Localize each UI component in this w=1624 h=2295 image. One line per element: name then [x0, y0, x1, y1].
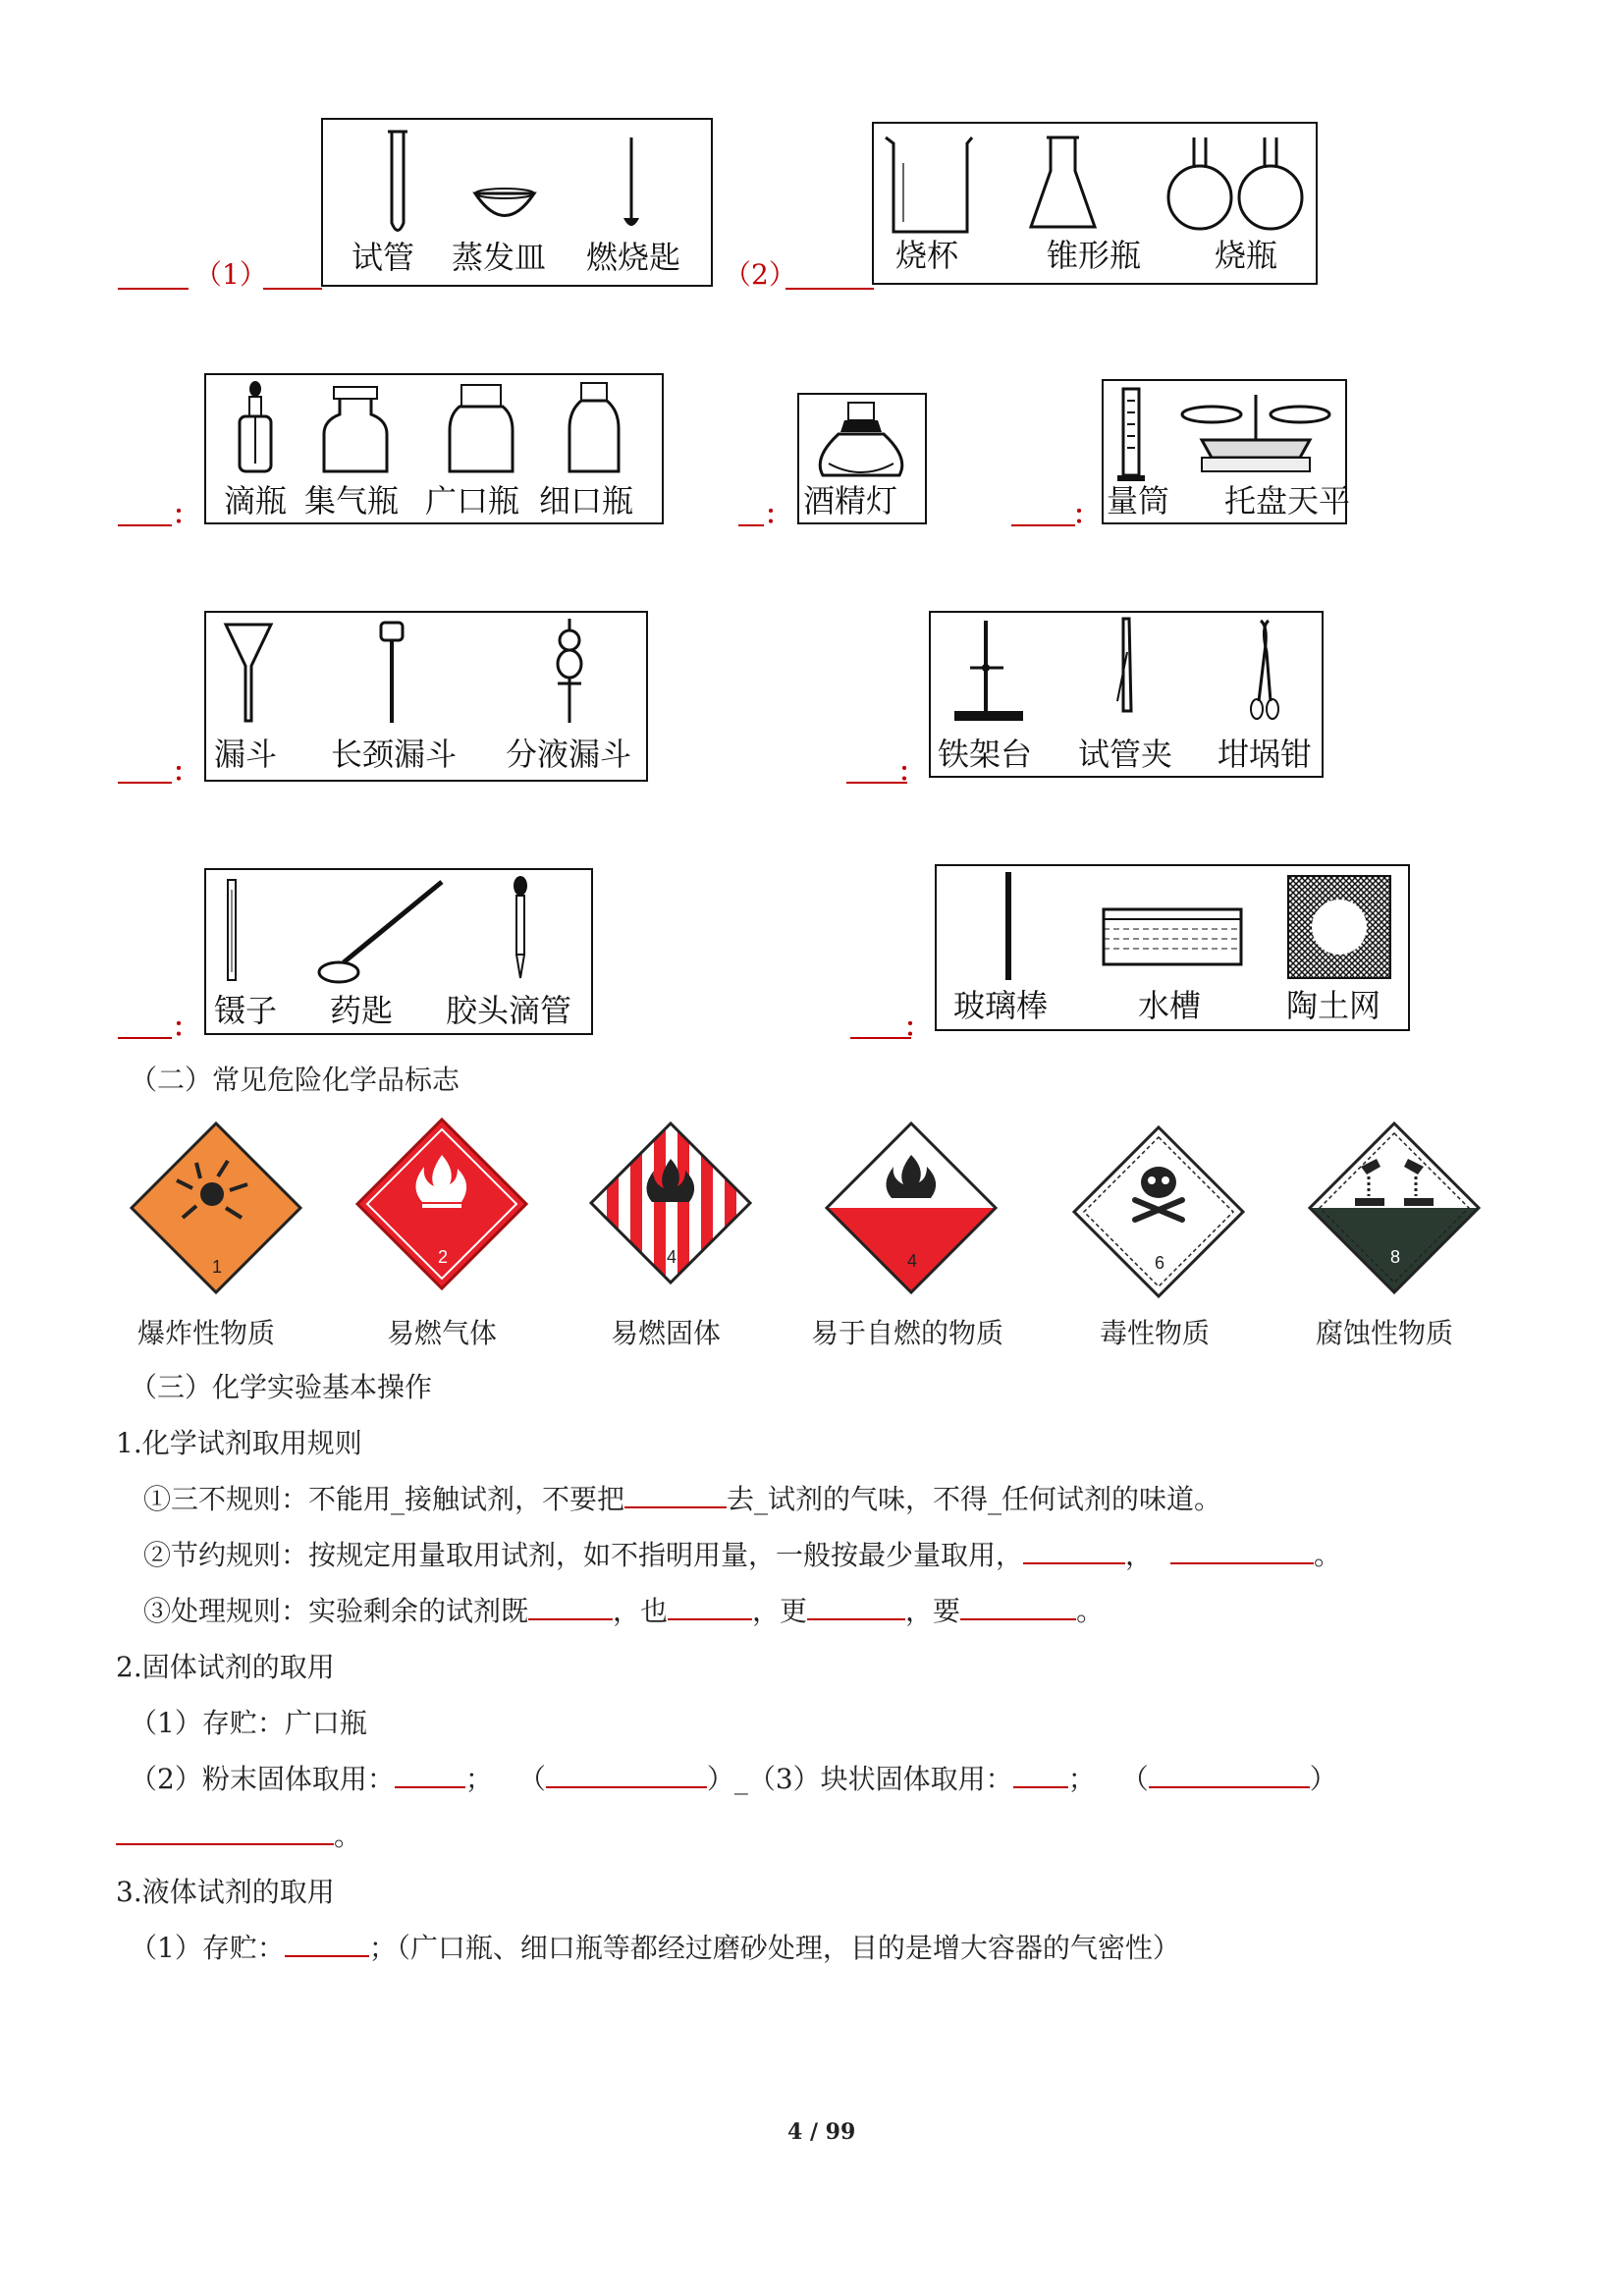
- rule-text: ，要: [905, 1595, 961, 1627]
- answer-blank[interactable]: [118, 1037, 172, 1039]
- hazard-label: 易燃固体: [611, 1317, 722, 1349]
- answer-blank[interactable]: [807, 1597, 905, 1620]
- hazard-label: 易燃气体: [387, 1317, 498, 1349]
- answer-blank[interactable]: [263, 288, 322, 290]
- item-line-2: [130, 1763, 1337, 1796]
- apparatus-label: 长颈漏斗: [331, 736, 458, 773]
- colon: ：: [173, 1013, 199, 1043]
- answer-blank[interactable]: [1023, 1541, 1125, 1564]
- item-title: 3.液体试剂的取用: [116, 1876, 335, 1908]
- answer-blank[interactable]: [624, 1485, 727, 1508]
- item-text: （1）存贮：: [130, 1932, 285, 1964]
- apparatus-label: 药匙: [330, 992, 394, 1029]
- apparatus-label: 分液漏斗: [506, 736, 632, 773]
- answer-blank[interactable]: [118, 524, 172, 526]
- group-prefix-2: （2）: [724, 258, 796, 291]
- colon: ：: [765, 501, 791, 530]
- hazard-number: 6: [1155, 1253, 1165, 1273]
- apparatus-label: 广口瓶: [425, 482, 520, 519]
- item-text: （: [1120, 1763, 1149, 1795]
- flame-icon: [823, 1120, 1000, 1296]
- answer-blank[interactable]: [785, 288, 874, 290]
- answer-blank[interactable]: [118, 288, 189, 290]
- apparatus-label: 烧瓶: [1215, 237, 1278, 274]
- item-text: （: [517, 1763, 546, 1795]
- rule-text: ①三不规则：不能用_接触试剂，不要把: [143, 1483, 625, 1515]
- apparatus-label: 燃烧匙: [586, 239, 681, 276]
- item-text: 。: [334, 1820, 362, 1852]
- rule-line-3: [143, 1595, 1104, 1628]
- hazard-label: 易于自燃的物质: [811, 1317, 1004, 1349]
- rule-line-2: [143, 1539, 1341, 1572]
- rule-text: ②节约规则：按规定用量取用试剂，如不指明用量，一般按最少量取用，: [143, 1539, 1024, 1571]
- apparatus-label: 量筒: [1107, 482, 1170, 519]
- answer-blank[interactable]: [285, 1934, 369, 1957]
- item-line: （1）存贮：广口瓶: [130, 1707, 367, 1739]
- colon: ：: [1073, 501, 1100, 530]
- colon: ：: [173, 501, 199, 530]
- hazard-label: 腐蚀性物质: [1316, 1317, 1454, 1349]
- answer-blank[interactable]: [1011, 524, 1075, 526]
- flame-icon: [587, 1120, 754, 1286]
- answer-blank[interactable]: [1013, 1765, 1068, 1788]
- apparatus-label: 胶头滴管: [446, 992, 572, 1029]
- hazard-sign-spontaneous: [823, 1120, 1000, 1300]
- colon: ：: [898, 758, 925, 788]
- hazard-sign-flammable-solid: [587, 1120, 754, 1290]
- section-title: （三）化学实验基本操作: [130, 1371, 433, 1403]
- apparatus-label: 集气瓶: [304, 482, 400, 519]
- hazard-number: 1: [212, 1257, 223, 1277]
- corrosive-icon: [1306, 1120, 1483, 1296]
- answer-blank[interactable]: [668, 1597, 752, 1620]
- apparatus-label: 滴瓶: [224, 482, 288, 519]
- item-text: ）: [1309, 1763, 1337, 1795]
- apparatus-label: 坩埚钳: [1218, 736, 1313, 773]
- explosive-icon: [128, 1120, 304, 1296]
- item-title: 2.固体试剂的取用: [116, 1651, 335, 1683]
- rule-text: ，更: [752, 1595, 808, 1627]
- group-prefix-1: （1）: [194, 258, 267, 291]
- item-line-3: [130, 1932, 1180, 1965]
- answer-blank[interactable]: [395, 1765, 465, 1788]
- hazard-label: 毒性物质: [1100, 1317, 1211, 1349]
- apparatus-label: 酒精灯: [803, 482, 898, 519]
- colon: ：: [904, 1013, 931, 1043]
- answer-blank[interactable]: [546, 1765, 707, 1788]
- apparatus-label: 托盘天平: [1224, 482, 1351, 519]
- apparatus-label: 漏斗: [214, 736, 278, 773]
- answer-blank[interactable]: [118, 782, 172, 784]
- hazard-sign-toxic: [1070, 1123, 1247, 1304]
- hazard-sign-corrosive: [1306, 1120, 1483, 1300]
- rule-text: 。: [1076, 1595, 1105, 1627]
- answer-blank[interactable]: [1170, 1541, 1314, 1564]
- hazard-number: 4: [907, 1251, 918, 1271]
- apparatus-label: 锥形瓶: [1047, 237, 1142, 274]
- hazard-number: 4: [667, 1247, 677, 1267]
- item-text: （2）粉末固体取用：: [130, 1763, 395, 1795]
- item-text: ；: [464, 1763, 493, 1795]
- hazard-number: 2: [438, 1247, 449, 1267]
- hazard-sign-explosive: [128, 1120, 304, 1300]
- item-line-2-cont: [116, 1820, 361, 1853]
- apparatus-label: 镊子: [214, 992, 278, 1029]
- answer-blank[interactable]: [850, 1037, 911, 1039]
- hazard-label: 爆炸性物质: [137, 1317, 276, 1349]
- answer-blank[interactable]: [960, 1597, 1076, 1620]
- rule-line-1: [143, 1483, 1221, 1516]
- item-title: 1.化学试剂取用规则: [116, 1427, 362, 1459]
- section-title: （二）常见危险化学品标志: [130, 1064, 460, 1096]
- apparatus-label: 水槽: [1138, 987, 1202, 1024]
- answer-blank[interactable]: [528, 1597, 613, 1620]
- answer-blank[interactable]: [1149, 1765, 1310, 1788]
- item-text: ）_（3）块状固体取用：: [706, 1763, 1013, 1795]
- apparatus-label: 试管: [352, 239, 415, 276]
- colon: ：: [173, 758, 199, 788]
- hazard-sign-flammable-gas: [353, 1116, 530, 1296]
- apparatus-label: 铁架台: [938, 736, 1033, 773]
- apparatus-label: 细口瓶: [539, 482, 634, 519]
- apparatus-label: 陶土网: [1286, 987, 1381, 1024]
- item-text: ；（广口瓶、细口瓶等都经过磨砂处理，目的是增大容器的气密性）: [368, 1932, 1180, 1964]
- hazard-number: 8: [1390, 1247, 1401, 1267]
- rule-text: 。: [1314, 1539, 1342, 1571]
- apparatus-label: 蒸发皿: [452, 239, 547, 276]
- skull-crossbones-icon: [1070, 1123, 1247, 1300]
- apparatus-label: 玻璃棒: [953, 987, 1049, 1024]
- rule-text: 去_试剂的气味，不得_任何试剂的味道。: [727, 1483, 1222, 1515]
- apparatus-label: 烧杯: [895, 237, 959, 274]
- answer-blank[interactable]: [116, 1822, 334, 1845]
- apparatus-label: 试管夹: [1078, 736, 1173, 773]
- answer-blank[interactable]: [738, 524, 764, 526]
- rule-text: ，: [1125, 1539, 1154, 1571]
- rule-text: ③处理规则：实验剩余的试剂既: [143, 1595, 529, 1627]
- rule-text: ，也: [613, 1595, 669, 1627]
- page-number: 4 / 99: [787, 2119, 856, 2145]
- flame-icon: [353, 1116, 530, 1292]
- item-text: ；: [1067, 1763, 1096, 1795]
